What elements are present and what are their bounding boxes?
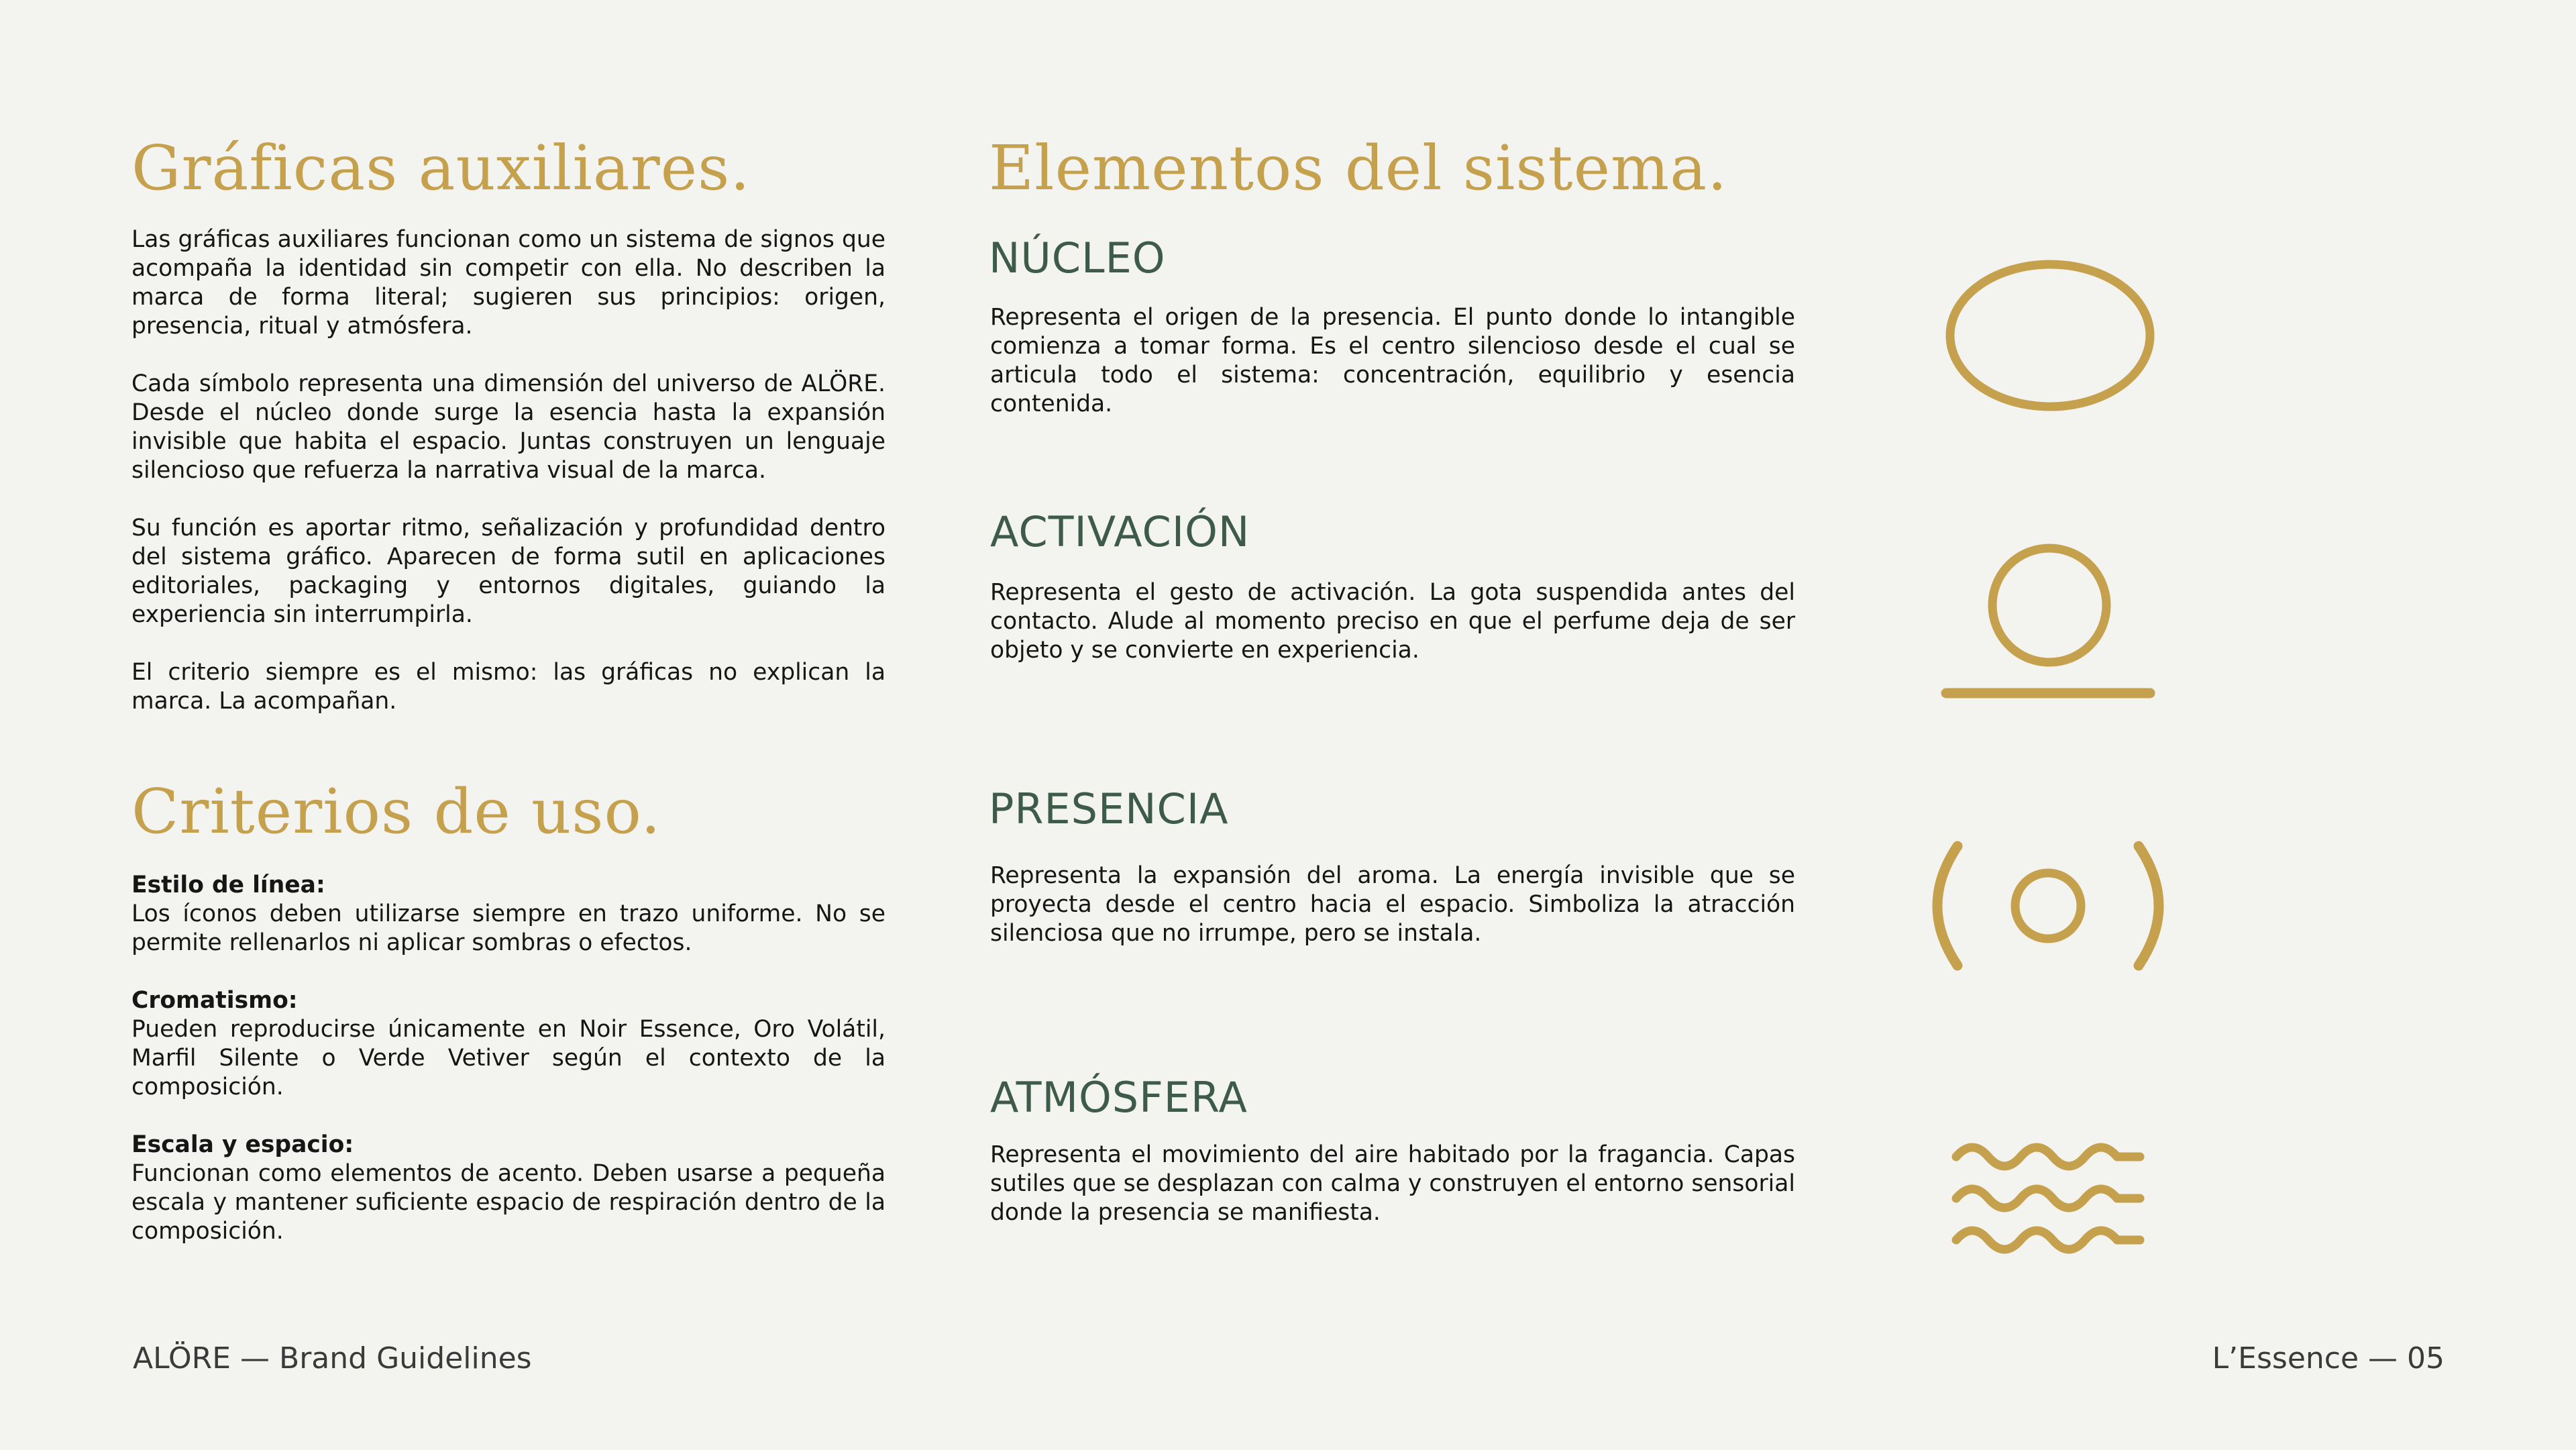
criterion-label: Escala y espacio:: [131, 1131, 354, 1158]
criterion-line-style: [131, 871, 885, 957]
intro-paragraph-1: Las gráficas auxiliares funcionan como un sistema de signos que acompaña la identidad sin competir con ella. No describen la marca de forma literal; sugieren sus principios: origen, presencia, ritual y atmósfera.: [131, 226, 885, 340]
footer-page-label: L’Essence — 05: [2212, 1341, 2445, 1376]
element-text-presencia: Representa la expansión del aroma. La energía invisible que se proyecta desde el centro hacia el espacio. Simboliza la atracción silenciosa que no irrumpe, pero se instala.: [990, 862, 1795, 947]
intro-paragraph-3: Su función es aportar ritmo, señalización y profundidad dentro del sistema gráfico. Aparecen de forma sutil en aplicaciones editoriales, packaging y entornos digitales, guiando la experiencia sin interrumpirla.: [131, 515, 885, 628]
criterion-scale: [131, 1131, 885, 1246]
criterion-text: Los íconos deben utilizarse siempre en trazo uniforme. No se permite rellenarlos ni aplicar sombras o efectos.: [131, 900, 885, 956]
element-heading-nucleo: NÚCLEO: [989, 234, 1166, 282]
ellipse-icon: [1932, 255, 2160, 416]
criterion-text: Funcionan como elementos de acento. Deben usarse a pequeña escala y mantener suficiente espacio de respiración dentro de la composición.: [131, 1160, 885, 1245]
system-elements-title: Elementos del sistema.: [989, 132, 1728, 204]
criterion-color: [131, 986, 885, 1102]
intro-paragraph-4: El criterio siempre es el mismo: las gráficas no explican la marca. La acompañan.: [131, 659, 885, 715]
auxiliary-graphics-title: Gráficas auxiliares.: [131, 132, 751, 204]
usage-criteria-list: [131, 871, 885, 1246]
element-text-activacion: Representa el gesto de activación. La gota suspendida antes del contacto. Alude al momento preciso en que el perfume deja de ser objeto y se convierte en experiencia.: [990, 579, 1795, 664]
auxiliary-graphics-body: [131, 225, 885, 716]
element-heading-activacion: ACTIVACIÓN: [990, 507, 1250, 556]
element-text-nucleo: Representa el origen de la presencia. El punto donde lo intangible comienza a tomar forma. Es el centro silencioso desde el cual se articula todo el sistema: concentración, equilibrio y esencia contenida.: [990, 304, 1795, 417]
criterion-label: Cromatismo:: [131, 987, 298, 1014]
circle-above-line-icon: [1932, 537, 2160, 711]
element-heading-presencia: PRESENCIA: [989, 784, 1229, 833]
criterion-label: Estilo de línea:: [131, 872, 325, 898]
intro-paragraph-2: Cada símbolo representa una dimensión del universo de ALÖRE. Desde el núcleo donde surge la esencia hasta la expansión invisible que habita el espacio. Juntas construyen un lenguaje silencioso que refuerza la narrativa visual de la marca.: [131, 370, 885, 484]
circle-in-parentheses-icon: [1925, 832, 2167, 980]
element-heading-atmosfera: ATMÓSFERA: [990, 1073, 1248, 1122]
wavy-lines-icon: [1945, 1127, 2147, 1248]
criterion-text: Pueden reproducirse únicamente en Noir Essence, Oro Volátil, Marfil Silente o Verde Vetiver según el contexto de la composición.: [131, 1016, 885, 1100]
element-text-atmosfera: Representa el movimiento del aire habitado por la fragancia. Capas sutiles que se desplazan con calma y construyen el entorno sensorial donde la presencia se manifiesta.: [990, 1141, 1795, 1226]
usage-criteria-title: Criterios de uso.: [131, 776, 661, 847]
footer-brand-label: ALÖRE — Brand Guidelines: [133, 1341, 532, 1376]
